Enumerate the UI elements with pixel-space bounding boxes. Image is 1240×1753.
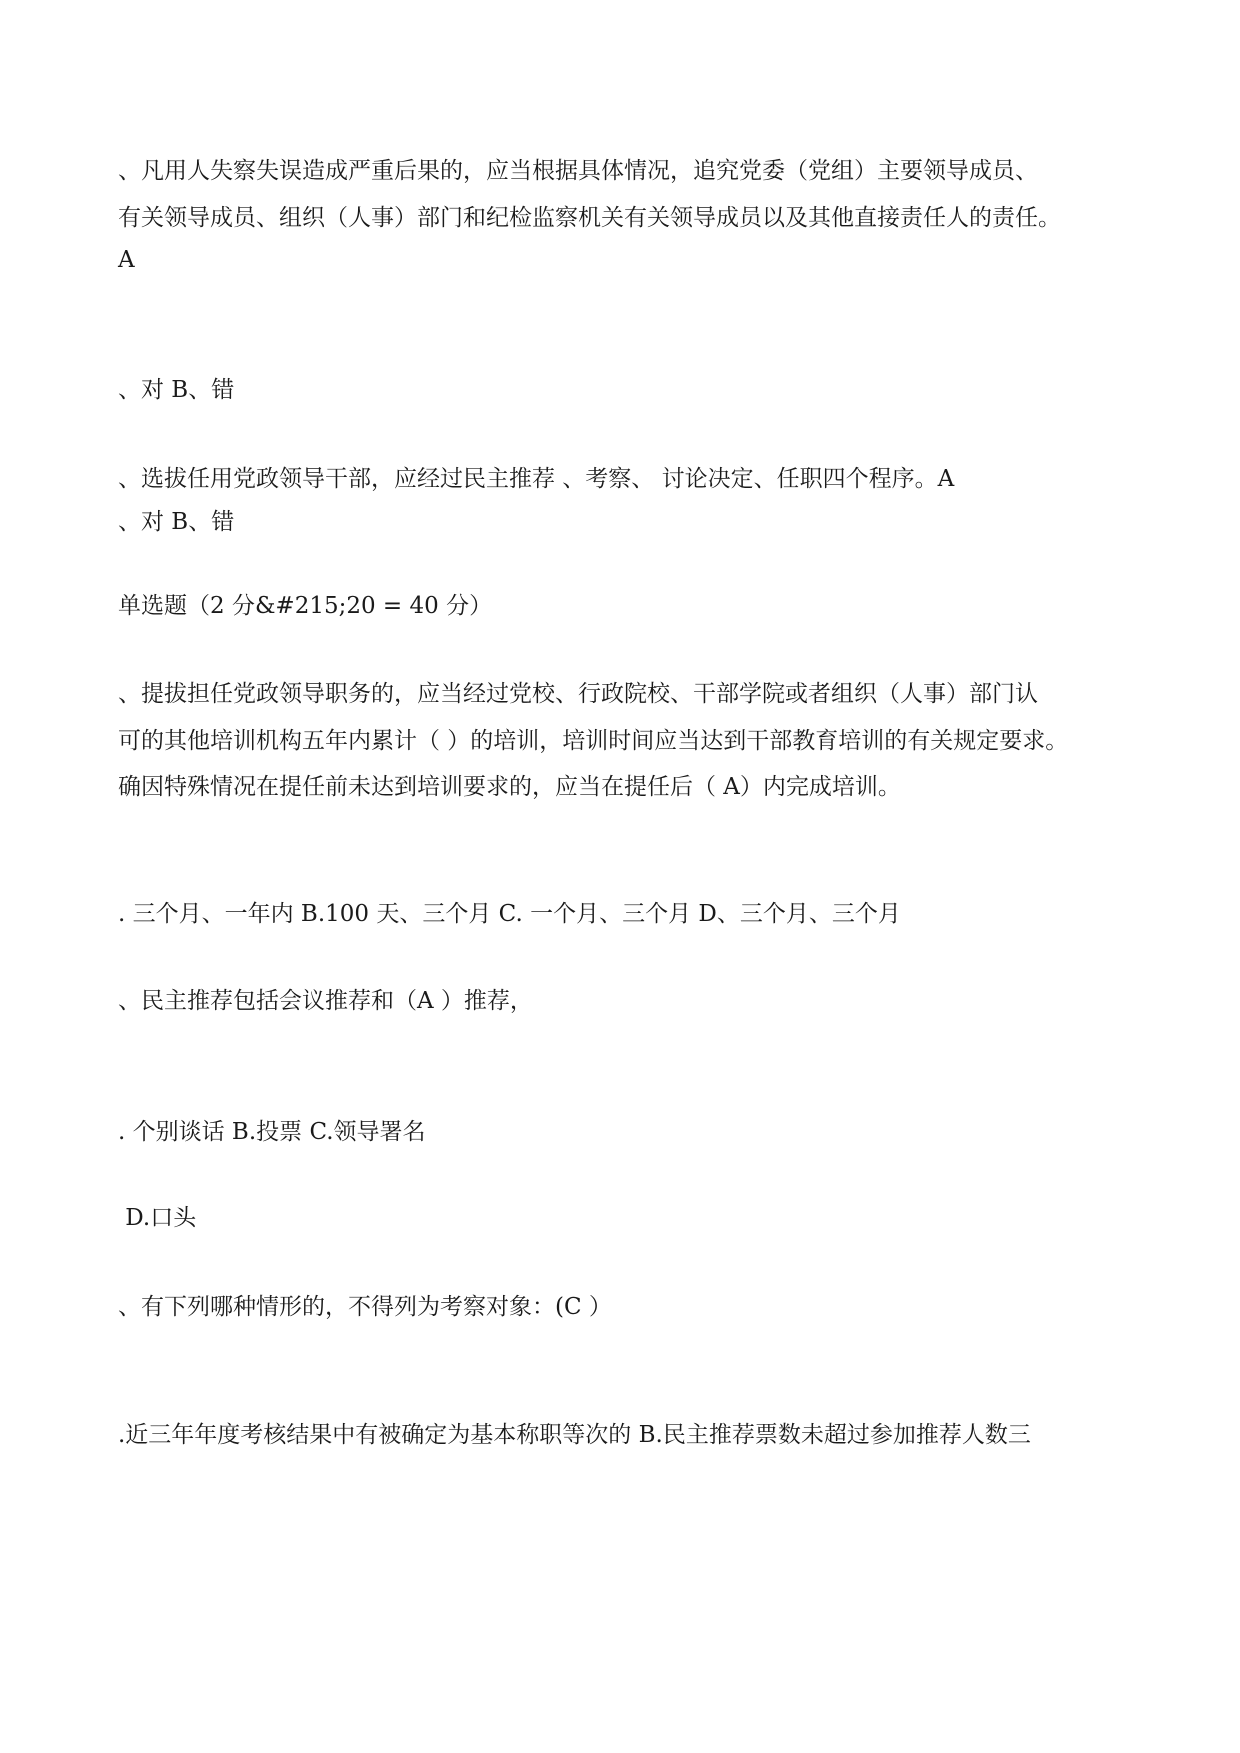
q1-answer: A <box>118 247 135 273</box>
q4-options-line-2: D.口头 <box>118 1205 197 1231</box>
q4-options-line-1: . 个别谈话 B.投票 C.领导署名 <box>118 1119 426 1145</box>
q5-options-line-1: .近三年年度考核结果中有被确定为基本称职等次的 B.民主推荐票数未超过参加推荐人数三 <box>118 1422 1031 1448</box>
q3-text-line-1: 、提拔担任党政领导职务的，应当经过党校、行政院校、干部学院或者组织（人事）部门认 <box>118 681 1038 707</box>
q5-text: 、有下列哪种情形的，不得列为考察对象：(C ） <box>118 1294 612 1320</box>
q1-options: 、对 B、错 <box>118 377 235 403</box>
q3-text-line-2: 可的其他培训机构五年内累计（ ）的培训，培训时间应当达到干部教育培训的有关规定要求。 <box>118 728 1069 754</box>
q4-text: 、民主推荐包括会议推荐和（A ）推荐， <box>118 988 533 1014</box>
q2-options: 、对 B、错 <box>118 509 235 535</box>
q1-text-line-2: 有关领导成员、组织（人事）部门和纪检监察机关有关领导成员以及其他直接责任人的责任。 <box>118 205 1061 231</box>
q2-text: 、选拔任用党政领导干部，应经过民主推荐 、考察、 讨论决定、任职四个程序。A <box>118 466 955 492</box>
q3-text-line-3: 确因特殊情况在提任前未达到培训要求的，应当在提任后（ A）内完成培训。 <box>118 774 901 800</box>
q3-options: . 三个月、一年内 B.100 天、三个月 C. 一个月、三个月 D、三个月、三个月 <box>118 901 901 927</box>
q1-text-line-1: 、凡用人失察失误造成严重后果的，应当根据具体情况，追究党委（党组）主要领导成员、 <box>118 158 1038 184</box>
section-heading-single-choice: 单选题（2 分&#215;20 = 40 分） <box>118 593 493 619</box>
